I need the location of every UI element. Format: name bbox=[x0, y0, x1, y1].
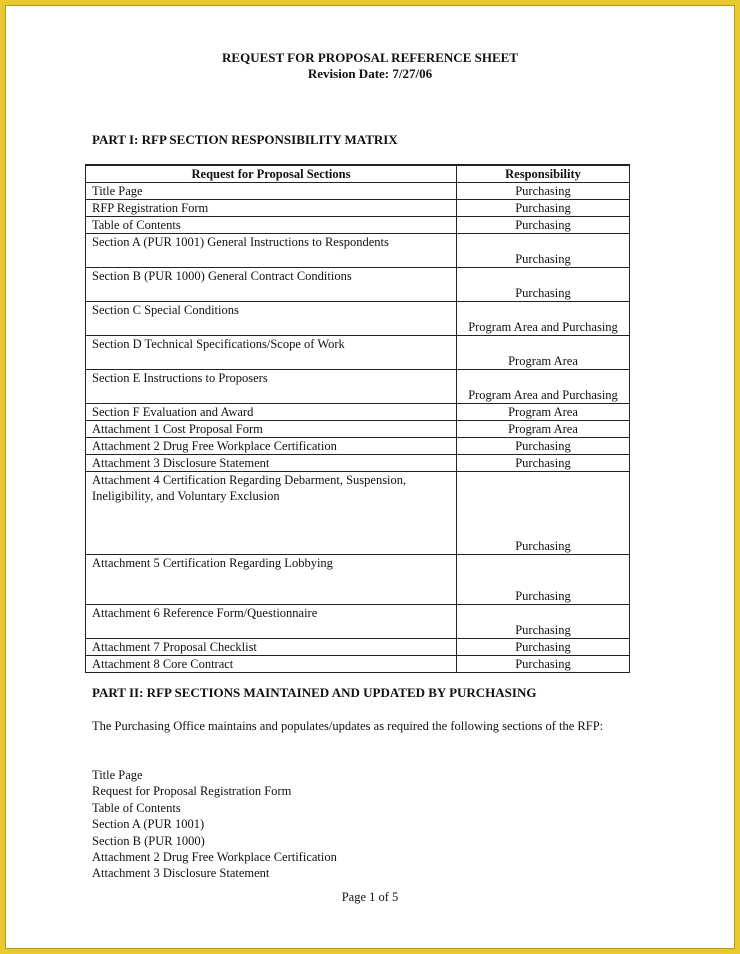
responsibility-cell: Purchasing bbox=[457, 455, 630, 472]
section-cell: Attachment 1 Cost Proposal Form bbox=[86, 421, 457, 438]
responsibility-cell: Purchasing bbox=[457, 200, 630, 217]
section-cell: Section B (PUR 1000) General Contract Conditions bbox=[86, 268, 457, 302]
section-cell: Attachment 8 Core Contract bbox=[86, 656, 457, 673]
col-header-responsibility: Responsibility bbox=[457, 165, 630, 183]
maintained-sections-list bbox=[92, 767, 337, 882]
list-item: Request for Proposal Registration Form bbox=[92, 784, 292, 799]
responsibility-cell: Purchasing bbox=[457, 268, 630, 302]
responsibility-cell: Program Area bbox=[457, 404, 630, 421]
section-cell: Attachment 6 Reference Form/Questionnaire bbox=[86, 605, 457, 639]
responsibility-cell: Purchasing bbox=[457, 555, 630, 605]
responsibility-cell: Purchasing bbox=[457, 472, 630, 555]
section-cell: Section D Technical Specifications/Scope of Work bbox=[86, 336, 457, 370]
section-cell: Attachment 2 Drug Free Workplace Certification bbox=[86, 438, 457, 455]
responsibility-cell: Program Area bbox=[457, 421, 630, 438]
table-row bbox=[86, 455, 630, 472]
responsibility-cell: Program Area and Purchasing bbox=[457, 302, 630, 336]
section-cell: Title Page bbox=[86, 183, 457, 200]
revision-date: Revision Date: 7/27/06 bbox=[307, 66, 433, 81]
page-number: Page 1 of 5 bbox=[341, 890, 399, 904]
table-row bbox=[86, 605, 630, 639]
responsibility-cell: Purchasing bbox=[457, 183, 630, 200]
table-row bbox=[86, 183, 630, 200]
part2-heading: PART II: RFP SECTIONS MAINTAINED AND UPDATED BY PURCHASING bbox=[92, 685, 537, 700]
table-row bbox=[86, 217, 630, 234]
section-cell: Section F Evaluation and Award bbox=[86, 404, 457, 421]
table-row bbox=[86, 438, 630, 455]
section-cell: Attachment 4 Certification Regarding Debarment, Suspension, Ineligibility, and Voluntary Exclusion bbox=[86, 472, 457, 555]
list-item: Section B (PUR 1000) bbox=[92, 833, 205, 848]
responsibility-cell: Purchasing bbox=[457, 656, 630, 673]
table-row bbox=[86, 404, 630, 421]
part1-heading: PART I: RFP SECTION RESPONSIBILITY MATRIX bbox=[92, 132, 398, 147]
table-row bbox=[86, 639, 630, 656]
table-row bbox=[86, 268, 630, 302]
section-cell: RFP Registration Form bbox=[86, 200, 457, 217]
section-cell: Section C Special Conditions bbox=[86, 302, 457, 336]
responsibility-cell: Program Area bbox=[457, 336, 630, 370]
list-item: Title Page bbox=[92, 768, 143, 782]
section-cell: Attachment 3 Disclosure Statement bbox=[86, 455, 457, 472]
table-row bbox=[86, 200, 630, 217]
list-item: Attachment 2 Drug Free Workplace Certification bbox=[92, 850, 337, 865]
table-row bbox=[86, 370, 630, 404]
responsibility-matrix bbox=[85, 164, 630, 673]
responsibility-cell: Purchasing bbox=[457, 217, 630, 234]
responsibility-cell: Purchasing bbox=[457, 438, 630, 455]
responsibility-cell: Purchasing bbox=[457, 234, 630, 268]
responsibility-cell: Purchasing bbox=[457, 605, 630, 639]
document-title: REQUEST FOR PROPOSAL REFERENCE SHEET bbox=[222, 50, 518, 65]
section-cell: Section E Instructions to Proposers bbox=[86, 370, 457, 404]
responsibility-cell: Purchasing bbox=[457, 639, 630, 656]
responsibility-cell: Program Area and Purchasing bbox=[457, 370, 630, 404]
table-row bbox=[86, 555, 630, 605]
table-row bbox=[86, 421, 630, 438]
matrix-header-row bbox=[86, 165, 630, 183]
col-header-sections: Request for Proposal Sections bbox=[86, 165, 457, 183]
list-item: Attachment 3 Disclosure Statement bbox=[92, 866, 270, 881]
section-cell: Section A (PUR 1001) General Instructions to Respondents bbox=[86, 234, 457, 268]
table-row bbox=[86, 234, 630, 268]
table-row bbox=[86, 302, 630, 336]
section-cell: Attachment 5 Certification Regarding Lobbying bbox=[86, 555, 457, 605]
list-item: Section A (PUR 1001) bbox=[92, 817, 205, 832]
list-item: Table of Contents bbox=[92, 800, 181, 815]
part2-intro: The Purchasing Office maintains and populates/updates as required the following sections of the RFP: bbox=[92, 719, 604, 733]
section-cell: Attachment 7 Proposal Checklist bbox=[86, 639, 457, 656]
table-row bbox=[86, 656, 630, 673]
table-row bbox=[86, 472, 630, 555]
section-cell: Table of Contents bbox=[86, 217, 457, 234]
table-row bbox=[86, 336, 630, 370]
